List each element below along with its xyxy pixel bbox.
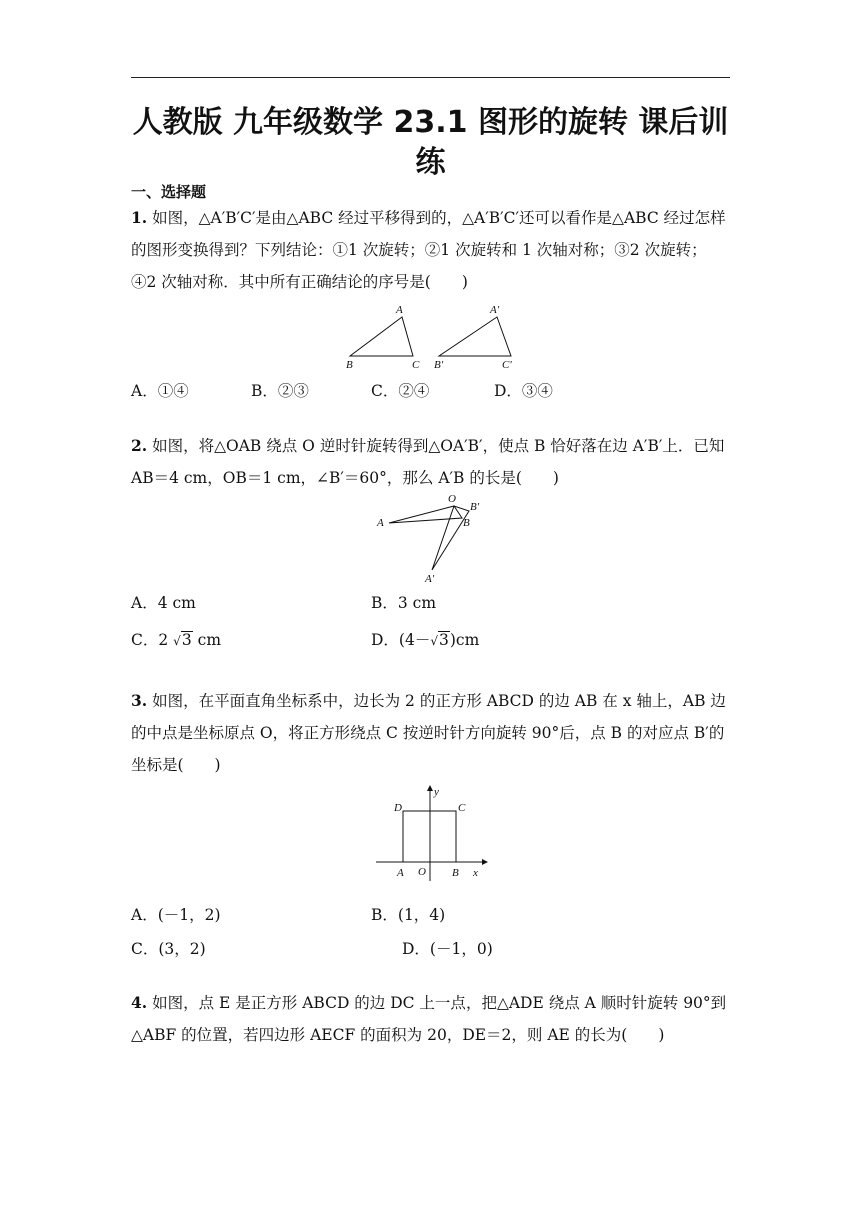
q2-option-a: A．4 cm <box>131 594 196 612</box>
triangle-abc-prime <box>439 317 511 356</box>
question-3 <box>131 685 731 781</box>
section-heading: 一、选择题 <box>131 183 207 201</box>
q1-option-a: A．①④ <box>131 382 189 400</box>
figure-q3 <box>370 783 490 883</box>
q1-option-d: D．③④ <box>494 382 553 400</box>
figure-q2 <box>372 490 492 586</box>
header-rule <box>131 77 730 78</box>
triangle-oa-b-prime <box>432 506 469 570</box>
label-c-prime: C′ <box>502 359 512 371</box>
label-o: O <box>448 493 456 505</box>
label-a: A <box>377 517 384 529</box>
question-2 <box>131 430 731 494</box>
q3-option-c: C．(3，2) <box>131 940 206 958</box>
triangle-abc <box>350 317 413 356</box>
label-b: B <box>463 517 470 529</box>
q3-option-a: A．(－1，2) <box>131 906 221 924</box>
label-c: C <box>458 802 466 814</box>
label-o: O <box>418 866 426 878</box>
q2-option-b: B．3 cm <box>371 594 437 612</box>
label-c: C <box>412 359 420 371</box>
q1-option-c: C．②④ <box>371 382 430 400</box>
question-text: 如图，在平面直角坐标系中，边长为 2 的正方形 ABCD 的边 AB 在 x 轴上，AB 边的中点是坐标原点 O，将正方形绕点 C 按逆时针方向旋转 90°后，点 B 的对应点 B′的坐标是( ) <box>131 692 726 774</box>
q3-option-d: D．(－1，0) <box>402 940 493 958</box>
label-a: A <box>397 867 404 879</box>
label-b: B <box>452 867 459 879</box>
q1-option-b: B．②③ <box>251 382 309 400</box>
question-number: 1. <box>131 208 148 227</box>
label-a: A <box>396 304 403 316</box>
question-text: 如图，点 E 是正方形 ABCD 的边 DC 上一点，把△ADE 绕点 A 顺时针旋转 90°到△ABF 的位置，若四边形 AECF 的面积为 20，DE＝2，则 AE 的长为( ) <box>131 994 727 1044</box>
question-text: 如图，将△OAB 绕点 O 逆时针旋转得到△OA′B′，使点 B 恰好落在边 A′B′上．已知 AB＝4 cm，OB＝1 cm，∠B′＝60°，那么 A′B 的长是( ) <box>131 437 725 487</box>
label-d: D <box>394 802 402 814</box>
q2-option-d: D．(4－√3)cm <box>371 631 480 649</box>
q2-option-c: C．2 √3 cm <box>131 631 222 649</box>
label-x: x <box>473 867 478 879</box>
question-number: 3. <box>131 691 148 710</box>
label-b-prime: B′ <box>434 359 444 371</box>
label-a-prime: A′ <box>425 573 435 585</box>
label-y: y <box>434 786 439 798</box>
question-4 <box>131 987 731 1051</box>
q3-option-b: B．(1，4) <box>371 906 446 924</box>
figure-q1 <box>340 300 530 372</box>
question-number: 4. <box>131 993 148 1012</box>
question-text: 如图，△A′B′C′是由△ABC 经过平移得到的，△A′B′C′还可以看作是△ABC 经过怎样的图形变换得到？下列结论：①1 次旋转；②1 次旋转和 1 次轴对称；③2 次旋转；④2 次轴对称．其中所有正确结论的序号是( ) <box>131 209 726 291</box>
label-b-prime: B′ <box>470 501 480 513</box>
page-title: 人教版 九年级数学 23.1 图形的旋转 课后训练 <box>132 105 729 180</box>
question-number: 2. <box>131 436 148 455</box>
label-a-prime: A′ <box>490 304 500 316</box>
label-b: B <box>346 359 353 371</box>
question-1 <box>131 202 731 298</box>
